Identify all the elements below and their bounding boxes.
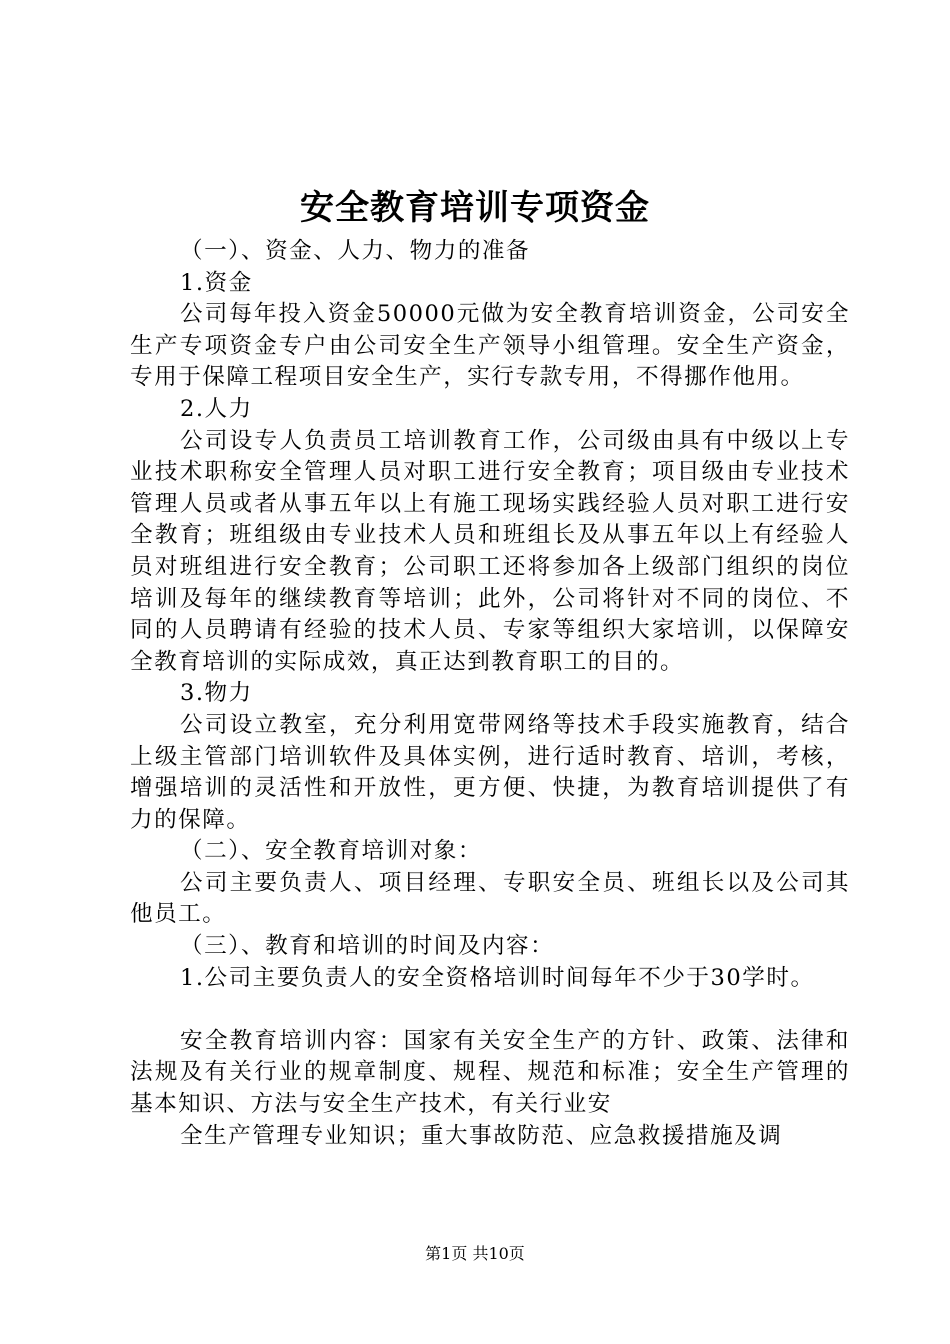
subheading-manpower: 2.人力 <box>180 395 253 422</box>
document-body <box>130 236 850 1152</box>
paragraph-training-content-continued: 全生产管理专业知识；重大事故防范、应急救援措施及调 <box>180 1122 783 1149</box>
paragraph-manpower: 公司设专人负责员工培训教育工作，公司级由具有中级以上专业技术职称安全管理人员对职工进行安全教育；项目级由专业技术管理人员或者从事五年以上有施工现场实践经验人员对职工进行安全教育；班组级由专业技术人员和班组长及从事五年以上有经验人员对班组进行安全教育；公司职工还将参加各上级部门组织的岗位培训及每年的继续教育等培训；此外，公司将针对不同的岗位、不同的人员聘请有经验的技术人员、专家等组织大家培训，以保障安全教育培训的实际成效，真正达到教育职工的目的。 <box>130 427 850 675</box>
section-heading-3: （三）、教育和培训的时间及内容： <box>180 933 555 960</box>
document-title: 安全教育培训专项资金 <box>300 188 650 228</box>
subheading-funds: 1.资金 <box>180 269 253 296</box>
paragraph-training-targets: 公司主要负责人、项目经理、专职安全员、班组长以及公司其他员工。 <box>130 869 850 928</box>
paragraph-materials: 公司设立教室，充分利用宽带网络等技术手段实施教育，结合上级主管部门培训软件及具体实例，进行适时教育、培训，考核，增强培训的灵活性和开放性，更方便、快捷，为教育培训提供了有力的保障。 <box>130 711 850 833</box>
page-number-footer: 第1页 共10页 <box>425 1244 525 1263</box>
section-heading-2: （二）、安全教育培训对象： <box>180 838 482 865</box>
paragraph-training-hours: 1.公司主要负责人的安全资格培训时间每年不少于30学时。 <box>180 964 815 991</box>
paragraph-training-content: 安全教育培训内容：国家有关安全生产的方针、政策、法律和法规及有关行业的规章制度、规程、规范和标准；安全生产管理的基本知识、方法与安全生产技术，有关行业安 <box>130 1027 850 1118</box>
subheading-materials: 3.物力 <box>180 680 253 707</box>
paragraph-gap <box>130 994 850 1026</box>
section-heading-1: （一）、资金、人力、物力的准备 <box>180 238 531 264</box>
paragraph-funds: 公司每年投入资金50000元做为安全教育培训资金，公司安全生产专项资金专户由公司安全生产领导小组管理。安全生产资金，专用于保障工程项目安全生产，实行专款专用，不得挪作他用。 <box>130 301 850 391</box>
